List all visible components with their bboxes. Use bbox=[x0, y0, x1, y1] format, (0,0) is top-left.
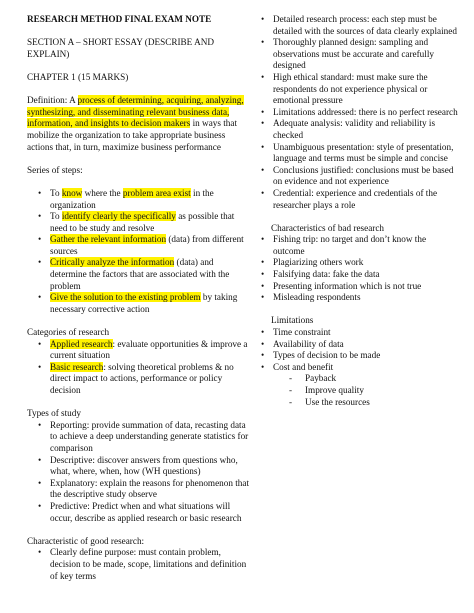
list-item: • High ethical standard: must make sure the respondents do not experience physical or emotional pressure bbox=[259, 72, 459, 107]
section-heading: SECTION A – SHORT ESSAY (DESCRIBE AND EXPLAIN) bbox=[27, 37, 214, 59]
list-item: • Descriptive: discover answers from questions who, what, where, when, how (WH questions) bbox=[31, 455, 249, 478]
limitations-heading: Limitations bbox=[271, 315, 314, 326]
list-item: • Falsifying data: fake the data bbox=[259, 269, 459, 281]
good-research-list bbox=[27, 547, 249, 582]
list-item: • Types of decision to be made bbox=[259, 350, 459, 362]
types-list bbox=[27, 420, 249, 524]
list-item: • Limitations addressed: there is no perfect research bbox=[259, 107, 459, 119]
list-item: • Unambiguous presentation: style of presentation, language and terms must be simple and concise bbox=[259, 142, 459, 165]
item-text: in the organization bbox=[50, 187, 214, 210]
definition-prefix: Definition: A bbox=[27, 95, 78, 106]
list-item: • Fishing trip: no target and don’t know the outcome bbox=[259, 234, 459, 257]
highlight-text: Applied research bbox=[50, 338, 113, 349]
list-item: • Adequate analysis: validity and reliability is checked bbox=[259, 118, 459, 141]
types-heading: Types of study bbox=[27, 408, 81, 419]
bad-research-heading: Characteristics of bad research bbox=[271, 222, 384, 233]
list-item: • Presenting information which is not true bbox=[259, 281, 459, 293]
list-item: • Explanatory: explain the reasons for phenomenon that the descriptive study observe bbox=[31, 478, 249, 501]
document-title: RESEARCH METHOD FINAL EXAM NOTE bbox=[27, 14, 212, 24]
highlight-text: Gather the relevant information bbox=[50, 234, 167, 245]
item-text: where the bbox=[82, 187, 123, 198]
steps-list bbox=[27, 188, 249, 316]
list-item: • Misleading respondents bbox=[259, 292, 459, 304]
list-item: • Credential: experience and credentials of the researcher plays a role bbox=[259, 188, 459, 211]
list-item: • Plagiarizing others work bbox=[259, 257, 459, 269]
sub-list-item: - Payback bbox=[281, 373, 459, 385]
item-text: by taking necessary corrective action bbox=[50, 292, 238, 314]
list-item bbox=[31, 339, 249, 362]
list-item: • Reporting: provide summation of data, recasting data to achieve a deep understanding generate statistics for comparison bbox=[31, 420, 249, 455]
sub-list-item: - Use the resources bbox=[281, 397, 459, 409]
item-text: as possible that need to be study and resolve bbox=[50, 211, 235, 233]
list-item: • Cost and benefit bbox=[259, 362, 459, 374]
list-item bbox=[31, 234, 249, 257]
list-item bbox=[31, 292, 249, 315]
list-item bbox=[31, 257, 249, 292]
list-item bbox=[31, 211, 249, 234]
list-item: • Thoroughly planned design: sampling and observations must be accurate and carefully designed bbox=[259, 37, 459, 72]
list-item: • Conclusions justified: conclusions must be based on evidence and not experience bbox=[259, 165, 459, 188]
categories-heading: Categories of research bbox=[27, 327, 110, 338]
item-text: To bbox=[50, 187, 62, 198]
categories-list bbox=[27, 339, 249, 397]
list-item bbox=[31, 362, 249, 397]
highlight-text: Critically analyze the information bbox=[50, 257, 175, 268]
highlight-text: Give the solution to the existing problem bbox=[50, 292, 201, 303]
list-item: • Detailed research process: each step must be detailed with the sources of data clearly explained bbox=[259, 14, 459, 37]
steps-heading: Series of steps: bbox=[27, 164, 83, 175]
highlight-text: know bbox=[61, 187, 83, 198]
sub-list-item: - Improve quality bbox=[281, 385, 459, 397]
definition-highlight: process of determining, acquiring, analyzing, synthesizing, and disseminating relevant business data, information, and insights to decision makers bbox=[27, 95, 244, 129]
right-column bbox=[259, 14, 459, 408]
left-column bbox=[27, 14, 249, 582]
good-research-list-continued bbox=[259, 14, 459, 211]
list-item: • Availability of data bbox=[259, 339, 459, 351]
item-text: (data) from different sources bbox=[50, 234, 244, 256]
chapter-heading: CHAPTER 1 (15 MARKS) bbox=[27, 71, 129, 82]
definition-suffix: in ways that mobilize the organization to take appropriate business actions that, in turn, maximize business performance bbox=[27, 118, 238, 152]
list-item bbox=[31, 188, 249, 211]
item-text: To bbox=[50, 211, 62, 222]
highlight-text: Basic research bbox=[50, 361, 104, 372]
item-text: : evaluate opportunities & improve a current situation bbox=[50, 338, 248, 361]
highlight-text: problem area exist bbox=[122, 187, 191, 198]
highlight-text: identify clearly the specifically bbox=[61, 211, 176, 222]
bad-research-list bbox=[259, 234, 459, 304]
cost-benefit-sublist bbox=[259, 373, 459, 408]
list-item: • Clearly define purpose: must contain problem, decision to be made, scope, limitations and definition of key terms bbox=[31, 547, 249, 582]
item-text: (data) and determine the factors that are associated with the problem bbox=[50, 257, 230, 291]
good-research-heading: Characteristic of good research: bbox=[27, 535, 145, 546]
limitations-list bbox=[259, 327, 459, 373]
definition-paragraph bbox=[27, 95, 249, 153]
item-text: : solving theoretical problems & no direct impact to actions, performance or policy decision bbox=[50, 361, 234, 395]
list-item: • Time constraint bbox=[259, 327, 459, 339]
list-item: • Predictive: Predict when and what situations will occur, describe as applied research or basic research bbox=[31, 501, 249, 524]
